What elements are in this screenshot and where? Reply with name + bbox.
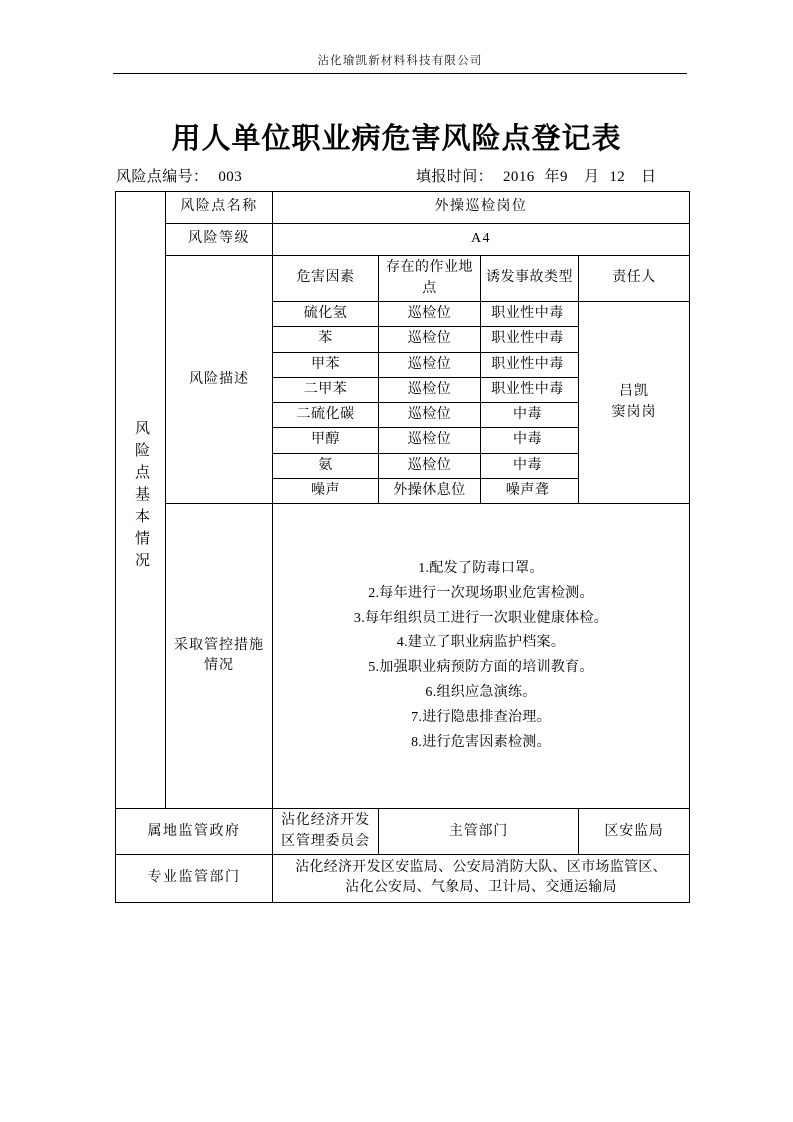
- list-item: 3.每年组织员工进行一次职业健康体检。: [353, 610, 609, 626]
- hazard-factor: 氨: [273, 453, 379, 478]
- report-day-value: 12: [609, 169, 626, 185]
- control-measures-label: 采取管控措施情况: [166, 504, 273, 809]
- report-year-value: 2016: [503, 169, 535, 185]
- hazard-factor: 二硫化碳: [273, 403, 379, 428]
- risk-name-value: 外操巡检岗位: [273, 192, 690, 224]
- hazard-location: 巡检位: [379, 327, 481, 352]
- running-header: 沾化瑜凯新材料科技有限公司: [317, 55, 483, 67]
- hazard-factor: 甲苯: [273, 352, 379, 377]
- vertical-section-label: 风险点基本情况: [116, 192, 166, 809]
- hazard-location: 巡检位: [379, 403, 481, 428]
- table-row-risk-level: [116, 224, 690, 256]
- hazard-accident-type: 中毒: [481, 403, 579, 428]
- report-day-unit: 日: [641, 169, 657, 185]
- report-date-label: 填报时间：: [416, 169, 494, 185]
- risk-point-number-label: 风险点编号：: [116, 169, 209, 185]
- table-row-professional-departments: [116, 854, 690, 902]
- local-government-value: 沾化经济开发区管理委员会: [273, 809, 379, 855]
- competent-department-label: 主管部门: [379, 809, 579, 855]
- table-row-hazard-header: [116, 256, 690, 302]
- hazard-location: 巡检位: [379, 352, 481, 377]
- col-header-hazard-factor: 危害因素: [273, 256, 379, 302]
- local-government-label: 属地监管政府: [116, 809, 273, 855]
- hazard-factor: 硫化氢: [273, 302, 379, 327]
- risk-point-number: [116, 165, 242, 186]
- report-year-unit: 年: [544, 169, 561, 185]
- hazard-accident-type: 职业性中毒: [481, 302, 579, 327]
- risk-level-label: 风险等级: [166, 224, 273, 256]
- list-item: 4.建立了职业病监护档案。: [396, 635, 566, 651]
- hazard-factor: 甲醇: [273, 428, 379, 453]
- page-title: 用人单位职业病危害风险点登记表: [171, 123, 622, 156]
- risk-point-number-value: 003: [218, 169, 243, 185]
- hazard-location: 巡检位: [379, 428, 481, 453]
- professional-department-value: [273, 854, 690, 902]
- responsible-person-1: 吕凯: [619, 384, 649, 400]
- risk-registration-table: [115, 191, 690, 903]
- risk-description-label: 风险描述: [166, 256, 273, 504]
- list-item: 7.进行隐患排查治理。: [411, 710, 551, 726]
- professional-department-label: 专业监管部门: [116, 854, 273, 902]
- hazard-location: 巡检位: [379, 453, 481, 478]
- header-divider-rule: [113, 73, 687, 74]
- list-item: 2.每年进行一次现场职业危害检测。: [368, 585, 594, 601]
- hazard-accident-type: 职业性中毒: [481, 377, 579, 402]
- col-header-responsible-person: 责任人: [579, 256, 690, 302]
- control-measures-list: [277, 557, 685, 756]
- hazard-accident-type: 噪声聋: [481, 479, 579, 504]
- meta-line: [116, 165, 690, 187]
- report-month-value: 9: [560, 169, 568, 185]
- col-header-work-location: 存在的作业地点: [379, 256, 481, 302]
- hazard-factor: 苯: [273, 327, 379, 352]
- hazard-location: 巡检位: [379, 302, 481, 327]
- report-date: [416, 165, 657, 186]
- professional-department-line-2: 沾化公安局、气象局、卫计局、交通运输局: [345, 880, 617, 896]
- table-row-local-government: [116, 809, 690, 855]
- control-measures-body: [273, 504, 690, 809]
- list-item: 8.进行危害因素检测。: [411, 735, 551, 751]
- hazard-accident-type: 职业性中毒: [481, 352, 579, 377]
- hazard-location: 巡检位: [379, 377, 481, 402]
- competent-department-value: 区安监局: [579, 809, 690, 855]
- report-month-unit: 月: [583, 169, 600, 185]
- professional-department-line-1: 沾化经济开发区安监局、公安局消防大队、区市场监管区、: [295, 860, 667, 876]
- hazard-accident-type: 中毒: [481, 428, 579, 453]
- responsible-person-cell: [579, 302, 690, 504]
- list-item: 6.组织应急演练。: [425, 685, 537, 701]
- hazard-accident-type: 职业性中毒: [481, 327, 579, 352]
- hazard-location: 外操休息位: [379, 479, 481, 504]
- hazard-factor: 噪声: [273, 479, 379, 504]
- risk-name-label: 风险点名称: [166, 192, 273, 224]
- list-item: 1.配发了防毒口罩。: [418, 560, 544, 576]
- table-row-risk-name: [116, 192, 690, 224]
- risk-level-value: A4: [273, 224, 690, 256]
- responsible-person-2: 窦岗岗: [611, 404, 657, 420]
- col-header-accident-type: 诱发事故类型: [481, 256, 579, 302]
- table-row-control-measures: [116, 504, 690, 809]
- list-item: 5.加强职业病预防方面的培训教育。: [368, 660, 594, 676]
- hazard-factor: 二甲苯: [273, 377, 379, 402]
- hazard-accident-type: 中毒: [481, 453, 579, 478]
